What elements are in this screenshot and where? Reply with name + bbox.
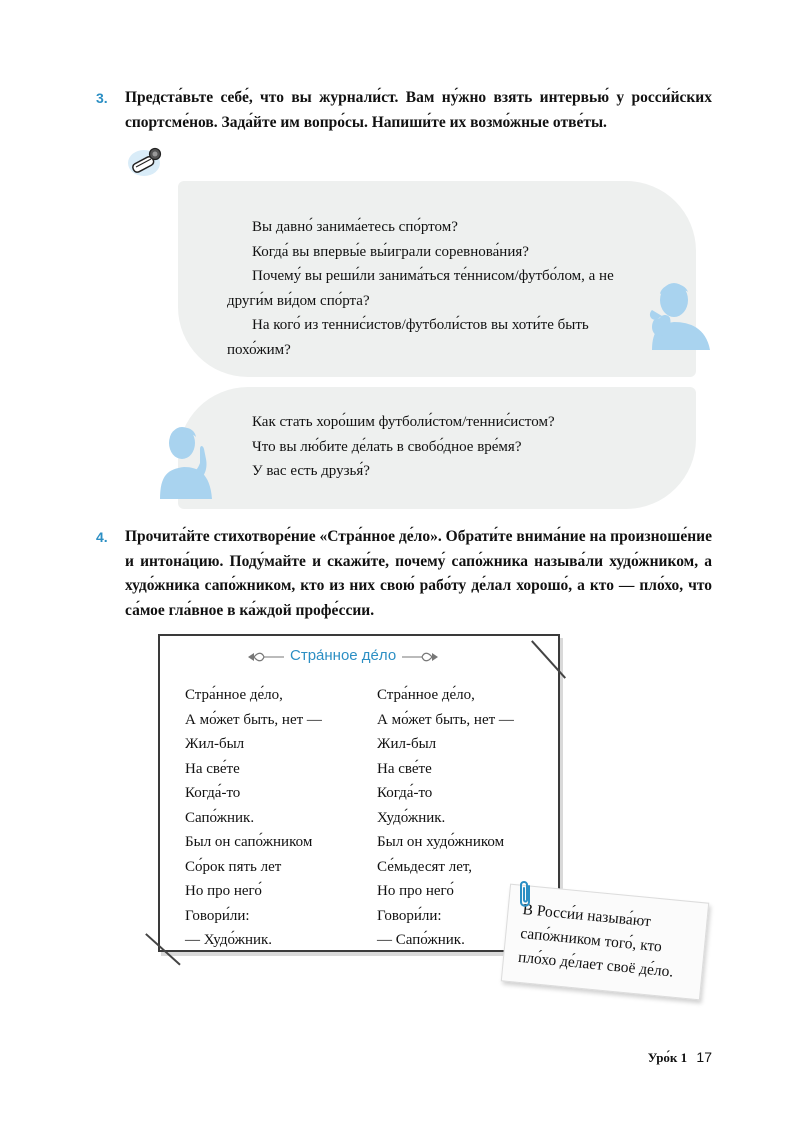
- poem-line: Стра́нное де́ло,: [377, 687, 475, 703]
- task-3-number: 3.: [96, 90, 108, 106]
- person-thinking-icon: [640, 280, 712, 350]
- poem-line: Когда́-то: [185, 785, 241, 801]
- question-line: Почему́ вы реши́ли занима́ться те́ннисом/футбо́лом, а не други́м ви́дом спо́рта?: [227, 268, 614, 309]
- poem-column-right: [377, 683, 514, 953]
- poem-line: Но про него́: [377, 883, 454, 899]
- poem-line: Стра́нное де́ло,: [185, 687, 283, 703]
- poem-line: Был он худо́жником: [377, 834, 505, 850]
- page-number: 17: [696, 1049, 712, 1065]
- question-line: Когда́ вы впервы́е вы́играли соревнова́ния?: [252, 243, 529, 260]
- poem-heading: [246, 646, 446, 670]
- question-line: Вы давно́ занима́етесь спо́ртом?: [252, 219, 458, 235]
- question-line: На кого́ из теннис́истов/футболи́стов вы хоти́те быть похо́жим?: [227, 317, 589, 358]
- poem-line: Когда́-то: [377, 785, 433, 801]
- task-3-instruction: Предста́вьте себе́, что вы журнали́ст. Вам ну́жно взять интервью́ у росси́йских спортсме́нов. Зада́йте им вопро́сы. Напиши́те их возмо́жные отве́ты.: [125, 89, 712, 131]
- poem-line: Но про него́: [185, 883, 262, 899]
- microphone-icon: [126, 143, 166, 179]
- poem-column-left: [185, 683, 322, 953]
- task-4-instruction: Прочита́йте стихотворе́ние «Стра́нное де́ло». Обрати́те внима́ние на произноше́ние и интона́цию. Поду́майте и скажи́те, почему́ сапо́жника называ́ли худо́жником, а худо́жника сапо́жником, кто из них свою́ рабо́ту де́лал хорошо́, а кто — пло́хо, что са́мое гла́вное в ка́ждой профе́ссии.: [125, 528, 712, 619]
- question-line: Что вы лю́бите де́лать в свобо́дное вре́мя?: [252, 438, 522, 455]
- poem-line: На све́те: [377, 760, 432, 777]
- page-footer: [648, 1049, 712, 1066]
- person-speaking-icon: [160, 423, 220, 499]
- task-3: [96, 86, 712, 135]
- poem-line: Говори́ли:: [185, 907, 250, 924]
- poem-line: Худо́жник.: [377, 809, 446, 826]
- question-list-2: [252, 410, 632, 484]
- poem-line: Говори́ли:: [377, 907, 442, 924]
- poem-line: А мо́жет быть, нет —: [185, 711, 322, 728]
- poem-line: Был он сапо́жником: [185, 834, 313, 850]
- task-4-number: 4.: [96, 529, 108, 545]
- question-line: Как стать хоро́шим футболи́стом/теннис́истом?: [252, 414, 555, 430]
- ornament-icon: [246, 651, 286, 663]
- poem-line: Жил-был: [185, 736, 245, 752]
- poem-line: Се́мьдесят лет,: [377, 858, 473, 875]
- poem-title: Стра́нное де́ло: [290, 647, 397, 664]
- ornament-icon: [400, 651, 440, 663]
- poem-line: Со́рок пять лет: [185, 858, 282, 875]
- poem-line: Жил-был: [377, 736, 437, 752]
- lesson-label: Уро́к 1: [647, 1050, 688, 1065]
- poem-line: На све́те: [185, 760, 240, 777]
- note-text: В Росси́и называ́ют сапо́жником того́, кто пло́хо де́лает своё де́ло.: [517, 901, 675, 981]
- poem-line: — Худо́жник.: [185, 932, 273, 948]
- poem-line: Сапо́жник.: [185, 809, 255, 826]
- poem-line: А мо́жет быть, нет —: [377, 711, 514, 728]
- question-list-1: [227, 215, 625, 362]
- question-line: У вас есть друзья́?: [252, 463, 370, 479]
- paperclip-icon: [515, 880, 537, 910]
- task-4: [96, 525, 712, 623]
- poem-line: — Сапо́жник.: [377, 932, 465, 948]
